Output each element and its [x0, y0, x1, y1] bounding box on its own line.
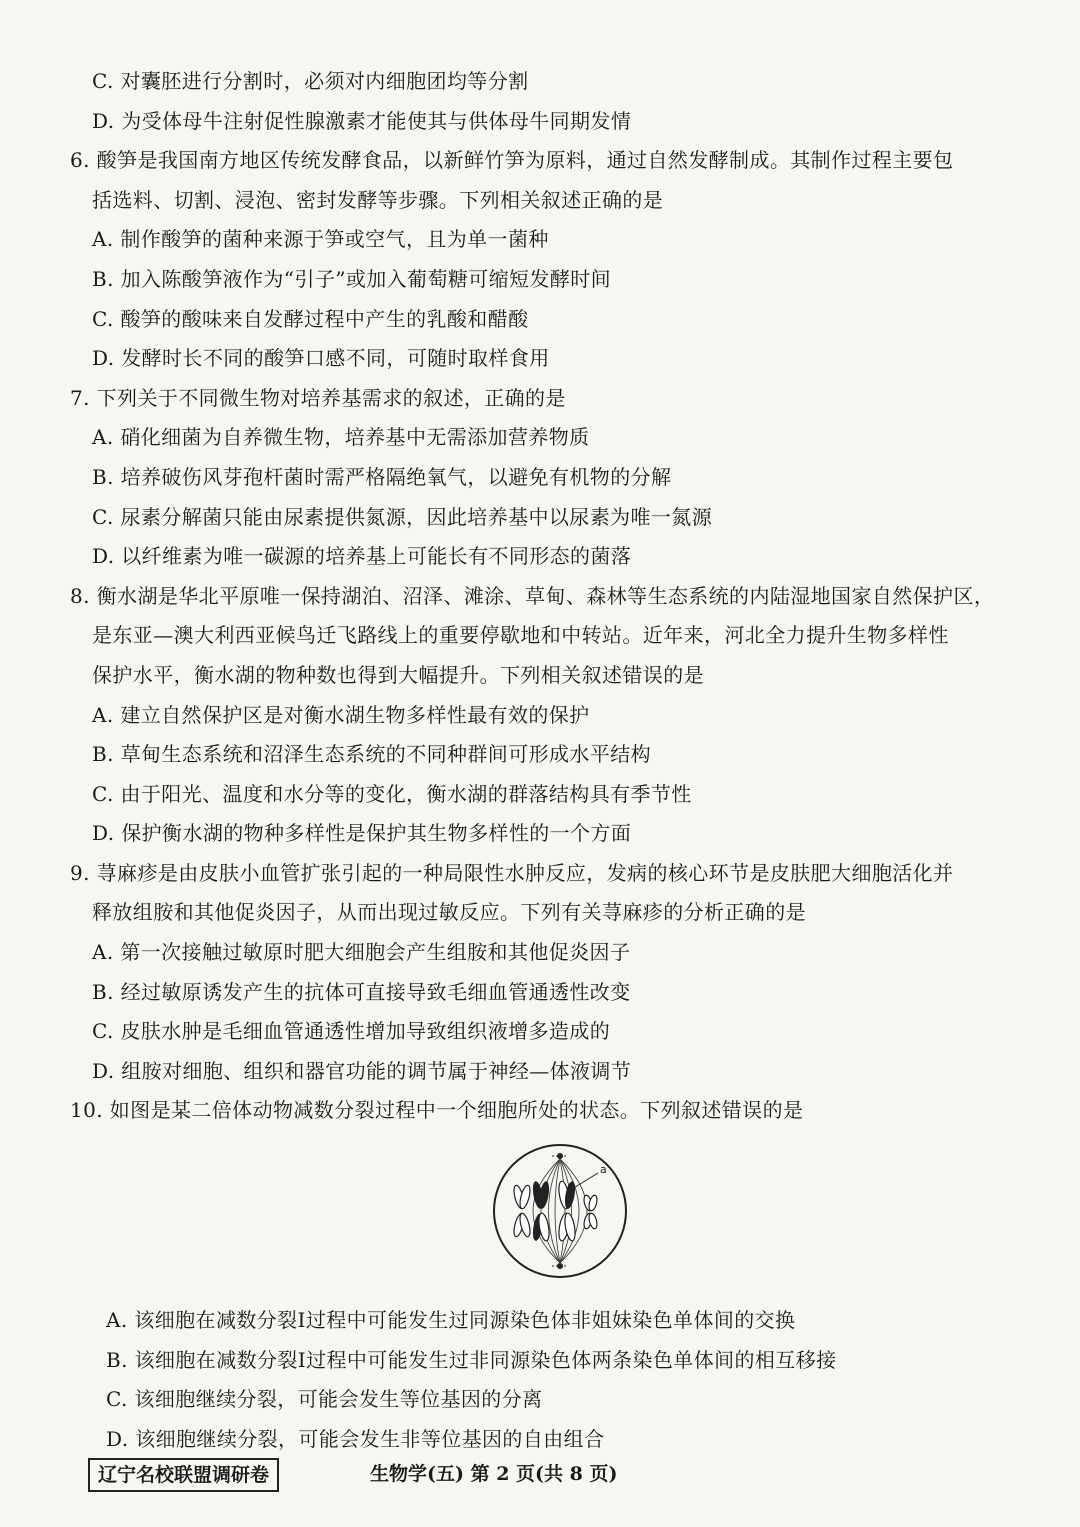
answer-option: B. 加入陈酸笋液作为“引子”或加入葡萄糖可缩短发酵时间 — [92, 266, 612, 291]
figure-label-a: a — [600, 1163, 607, 1177]
answer-option: D. 该细胞继续分裂，可能会发生非等位基因的自由组合 — [106, 1426, 605, 1451]
centrosome-bottom — [552, 1263, 568, 1269]
answer-option: C. 酸笋的酸味来自发酵过程中产生的乳酸和醋酸 — [92, 306, 529, 331]
answer-option: C. 皮肤水肿是毛细血管通透性增加导致组织液增多造成的 — [92, 1019, 611, 1044]
answer-option: C. 尿素分解菌只能由尿素提供氮源，因此培养基中以尿素为唯一氮源 — [92, 504, 713, 529]
cell-figure — [70, 1131, 1020, 1301]
question-stem: 10. 如图是某二倍体动物减数分裂过程中一个细胞所处的状态。下列叙述错误的是 — [70, 1098, 804, 1123]
answer-option: A. 建立自然保护区是对衡水湖生物多样性最有效的保护 — [92, 702, 590, 727]
question-stem: 保护水平，衡水湖的物种数也得到大幅提升。下列相关叙述错误的是 — [92, 662, 704, 687]
footer-series-label: 辽宁名校联盟调研卷 — [88, 1458, 279, 1492]
answer-option: C. 对囊胚进行分割时，必须对内细胞团均等分割 — [92, 69, 529, 93]
answer-option: A. 第一次接触过敏原时肥大细胞会产生组胺和其他促炎因子 — [92, 940, 631, 965]
answer-option: D. 组胺对细胞、组织和器官功能的调节属于神经—体液调节 — [92, 1058, 632, 1083]
chromosome-right-outer — [583, 1194, 599, 1229]
question-10-options — [70, 1301, 1020, 1459]
answer-option: B. 经过敏原诱发产生的抗体可直接导致毛细血管通透性改变 — [92, 979, 631, 1004]
spindle-fibers — [533, 1159, 587, 1263]
question-stem: 释放组胺和其他促炎因子，从而出现过敏反应。下列有关荨麻疹的分析正确的是 — [92, 900, 806, 925]
page-content — [70, 62, 1020, 1459]
question-stem: 6. 酸笋是我国南方地区传统发酵食品，以新鲜竹笋为原料，通过自然发酵制成。其制作过程主要包 — [70, 148, 954, 173]
answer-option: A. 制作酸笋的菌种来源于笋或空气，且为单一菌种 — [92, 227, 549, 252]
answer-option: B. 培养破伤风芽孢杆菌时需严格隔绝氧气，以避免有机物的分解 — [92, 464, 672, 489]
meiosis-cell-diagram — [492, 1137, 632, 1287]
answer-option: B. 该细胞在减数分裂Ⅰ过程中可能发生过非同源染色体两条染色单体间的相互移接 — [106, 1347, 837, 1372]
chromosome-right-inner — [557, 1180, 577, 1241]
answer-option: C. 由于阳光、温度和水分等的变化，衡水湖的群落结构具有季节性 — [92, 781, 692, 806]
question-stem: 括选料、切割、浸泡、密封发酵等步骤。下列相关叙述正确的是 — [92, 187, 664, 212]
chromosome-left-outer — [512, 1184, 532, 1237]
answer-option: D. 保护衡水湖的物种多样性是保护其生物多样性的一个方面 — [92, 821, 632, 846]
question-lines — [70, 62, 1020, 1131]
answer-option: A. 硝化细菌为自养微生物，培养基中无需添加营养物质 — [92, 425, 590, 450]
answer-option: B. 草甸生态系统和沼泽生态系统的不同种群间可形成水平结构 — [92, 742, 652, 767]
page-footer — [88, 1458, 988, 1492]
answer-option: D. 以纤维素为唯一碳源的培养基上可能长有不同形态的菌落 — [92, 544, 632, 569]
answer-option: D. 发酵时长不同的酸笋口感不同，可随时取样食用 — [92, 346, 550, 371]
question-stem: 8. 衡水湖是华北平原唯一保持湖泊、沼泽、滩涂、草甸、森林等生态系统的内陆湿地国家自然保护区， — [70, 583, 995, 608]
centrosome-top — [552, 1153, 568, 1159]
answer-option: D. 为受体母牛注射促性腺激素才能使其与供体母牛同期发情 — [92, 108, 632, 133]
footer-page-info: 生物学(五) 第 2 页(共 8 页) — [370, 1463, 618, 1485]
question-stem: 7. 下列关于不同微生物对培养基需求的叙述，正确的是 — [70, 385, 566, 410]
label-pointer — [572, 1173, 598, 1189]
question-stem: 是东亚—澳大利西亚候鸟迁飞路线上的重要停歇地和中转站。近年来，河北全力提升生物多样性 — [92, 623, 949, 648]
answer-option: A. 该细胞在减数分裂Ⅰ过程中可能发生过同源染色体非姐妹染色单体间的交换 — [106, 1308, 796, 1333]
question-stem: 9. 荨麻疹是由皮肤小血管扩张引起的一种局限性水肿反应，发病的核心环节是皮肤肥大细胞活化并 — [70, 860, 954, 885]
answer-option: C. 该细胞继续分裂，可能会发生等位基因的分离 — [106, 1387, 543, 1412]
